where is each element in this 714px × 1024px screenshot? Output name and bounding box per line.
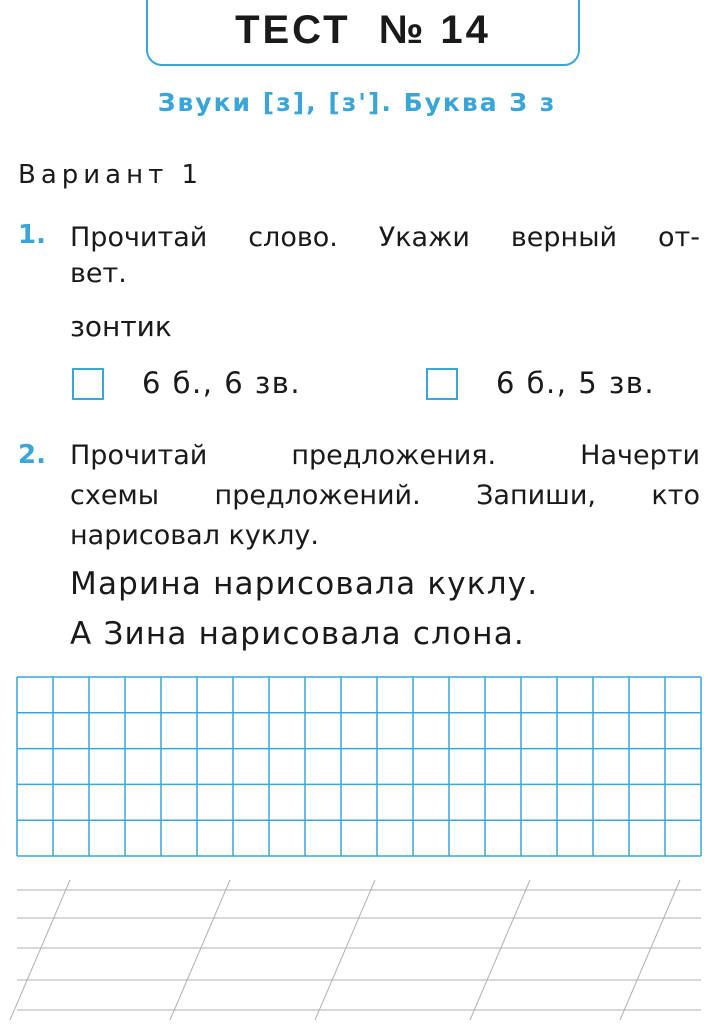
question-2-text-line1: Прочитай предложения. Начерти bbox=[70, 440, 700, 471]
question-1-text-line1: Прочитай слово. Укажи верный от- bbox=[70, 222, 700, 253]
slant-guide-line bbox=[170, 880, 230, 1020]
question-2-text-line3: нарисовал куклу. bbox=[70, 520, 319, 551]
answer-option-2-label: 6 б., 5 зв. bbox=[496, 366, 656, 400]
question-1-word: зонтик bbox=[70, 310, 172, 343]
question-2-number: 2. bbox=[18, 440, 46, 470]
question-1-text-line2: вет. bbox=[70, 258, 127, 289]
question-1-number: 1. bbox=[18, 220, 46, 250]
question-2-text-line2: схемы предложений. Запиши, кто bbox=[70, 480, 700, 511]
page-title: ТЕСТ № 14 bbox=[235, 8, 491, 52]
slant-guide-line bbox=[470, 880, 530, 1020]
slant-guide-line bbox=[620, 880, 680, 1020]
variant-label: Вариант 1 bbox=[18, 160, 204, 190]
sentence-1: Марина нарисовала куклу. bbox=[70, 566, 539, 602]
slant-guide-line bbox=[10, 880, 70, 1020]
page-subtitle: Звуки [з], [з']. Буква З з bbox=[157, 88, 557, 117]
sentence-2: А Зина нарисовала слона. bbox=[70, 616, 525, 652]
answer-option-1-label: 6 б., 6 зв. bbox=[142, 366, 302, 400]
slant-guide-line bbox=[315, 880, 375, 1020]
